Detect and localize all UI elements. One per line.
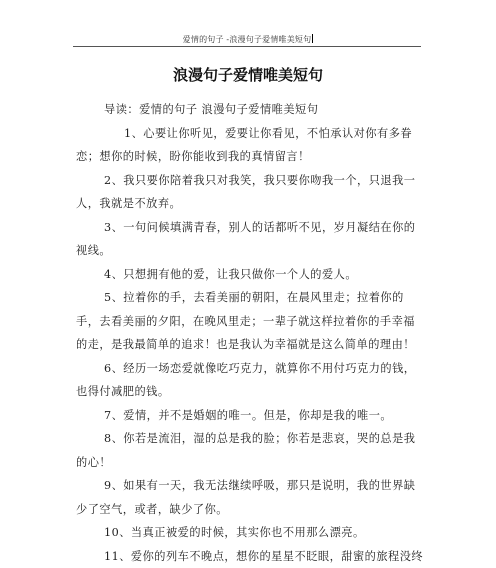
paragraph-10: 10、当真正被爱的时候，其实你也不用那么漂亮。 [76, 521, 426, 545]
paragraph-8: 8、你若是流泪，湿的总是我的脸；你若是悲哀，哭的总是我的心！ [76, 427, 426, 474]
paragraph-2: 2、我只要你陪着我只对我笑，我只要你吻我一个，只退我一人，我就是不放弃。 [76, 169, 426, 216]
paragraph-4: 4、只想拥有他的爱，让我只做你一个人的爱人。 [76, 263, 426, 287]
running-header [0, 34, 496, 45]
intro-line: 导读：爱情的句子 浪漫句子爱情唯美短句 [76, 98, 426, 122]
paragraph-9: 9、如果有一天，我无法继续呼吸，那只是说明，我的世界缺少了空气，或者，缺少了你。 [76, 474, 426, 521]
document-title: 浪漫句子爱情唯美短句 [0, 64, 496, 85]
paragraph-7: 7、爱情，并不是婚姻的唯一。但是，你却是我的唯一。 [76, 404, 426, 428]
paragraph-5: 5、拉着你的手，去看美丽的朝阳，在晨风里走；拉着你的手，去看美丽的夕阳，在晚风里走；一辈子就这样拉着你的手幸福的走，是我最简单的追求！也是我认为幸福就是这么简单的理由！ [76, 286, 426, 357]
header-rule [73, 46, 421, 47]
document-body [76, 98, 426, 568]
paragraph-6: 6、经历一场恋爱就像吃巧克力，就算你不用付巧克力的钱，也得付减肥的钱。 [76, 357, 426, 404]
text-cursor [312, 34, 313, 43]
paragraph-1: 1、心要让你听见，爱要让你看见，不怕承认对你有多眷恋；想你的时候，盼你能收到我的真情留言！ [76, 122, 426, 169]
running-header-text: 爱情的句子 -浪漫句子爱情唯美短句 [183, 35, 312, 44]
paragraph-11: 11、爱你的列车不晚点，想你的星星不眨眼，甜蜜的旅程没终 [76, 545, 426, 568]
paragraph-3: 3、一句问候填满青春，别人的话都听不见，岁月凝结在你的视线。 [76, 216, 426, 263]
